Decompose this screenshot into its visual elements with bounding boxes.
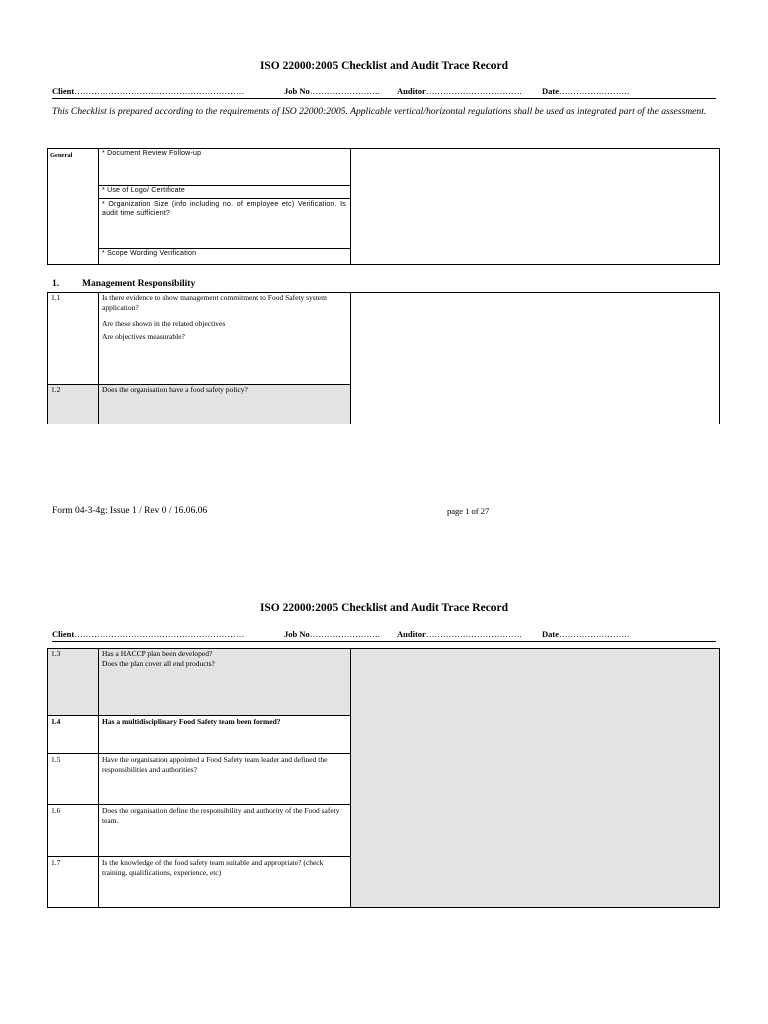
section-heading: 1. Management Responsibility bbox=[52, 279, 196, 289]
row-question: Has a HACCP plan been developed? Does the plan cover all end products? bbox=[102, 649, 215, 668]
row-id: 1.4 bbox=[51, 717, 61, 726]
page-2 bbox=[0, 540, 768, 1024]
general-item: * Document Review Follow-up bbox=[102, 150, 202, 157]
document-title: ISO 22000:2005 Checklist and Audit Trace Record bbox=[259, 60, 509, 72]
general-item: * Use of Logo/ Certificate bbox=[102, 187, 186, 194]
client-field: Client…………………………………………………… bbox=[52, 86, 245, 96]
general-item: * Organization Size (info including no. of employee etc) Verification. Is audit time sufficient? bbox=[102, 201, 346, 217]
date-field: Date……………………. bbox=[542, 629, 630, 639]
auditor-field: Auditor……………………………. bbox=[397, 629, 522, 639]
document-title: ISO 22000:2005 Checklist and Audit Trace Record bbox=[259, 602, 509, 614]
row-id: 1.1 bbox=[51, 293, 61, 302]
row-id: 1.7 bbox=[51, 858, 61, 867]
row-id: 1.3 bbox=[51, 649, 61, 658]
form-footer: Form 04-3-4g: Issue 1 / Rev 0 / 16.06.06 bbox=[52, 506, 208, 516]
client-field: Client…………………………………………………… bbox=[52, 629, 245, 639]
general-item: * Scope Wording Verification bbox=[102, 250, 197, 257]
info-line bbox=[52, 86, 716, 99]
auditor-field: Auditor……………………………. bbox=[397, 86, 522, 96]
general-label: General bbox=[50, 152, 73, 159]
row-question: Has a multidisciplinary Food Safety team been formed? bbox=[102, 717, 281, 726]
row-id: 1.2 bbox=[51, 385, 61, 394]
row-question: Does the organisation have a food safety policy? bbox=[102, 385, 248, 394]
job-field: Job No……………………. bbox=[284, 629, 380, 639]
row-id: 1.6 bbox=[51, 806, 61, 815]
row-id: 1.5 bbox=[51, 755, 61, 764]
date-field: Date……………………. bbox=[542, 86, 630, 96]
page-number: page 1 of 27 bbox=[447, 506, 490, 516]
intro-text: This Checklist is prepared according to the requirements of ISO 22000:2005. Applicable vertical/horizontal regulations shall be used as integrated part of the assessment. bbox=[52, 106, 707, 117]
job-field: Job No……………………. bbox=[284, 86, 380, 96]
info-line bbox=[52, 629, 716, 642]
row-question: Does the organisation define the responsibility and authority of the Food safety team. bbox=[102, 806, 340, 825]
row-question: Have the organisation appointed a Food Safety team leader and defined the responsibilities and authorities? bbox=[102, 755, 328, 774]
row-question: Is the knowledge of the food safety team suitable and appropriate? (check training, qualifications, experience, etc) bbox=[102, 858, 324, 877]
row-question: Is there evidence to show management commitment to Food Safety system application? Are these shown in the related objectives Are objectives measurable? bbox=[102, 293, 327, 341]
